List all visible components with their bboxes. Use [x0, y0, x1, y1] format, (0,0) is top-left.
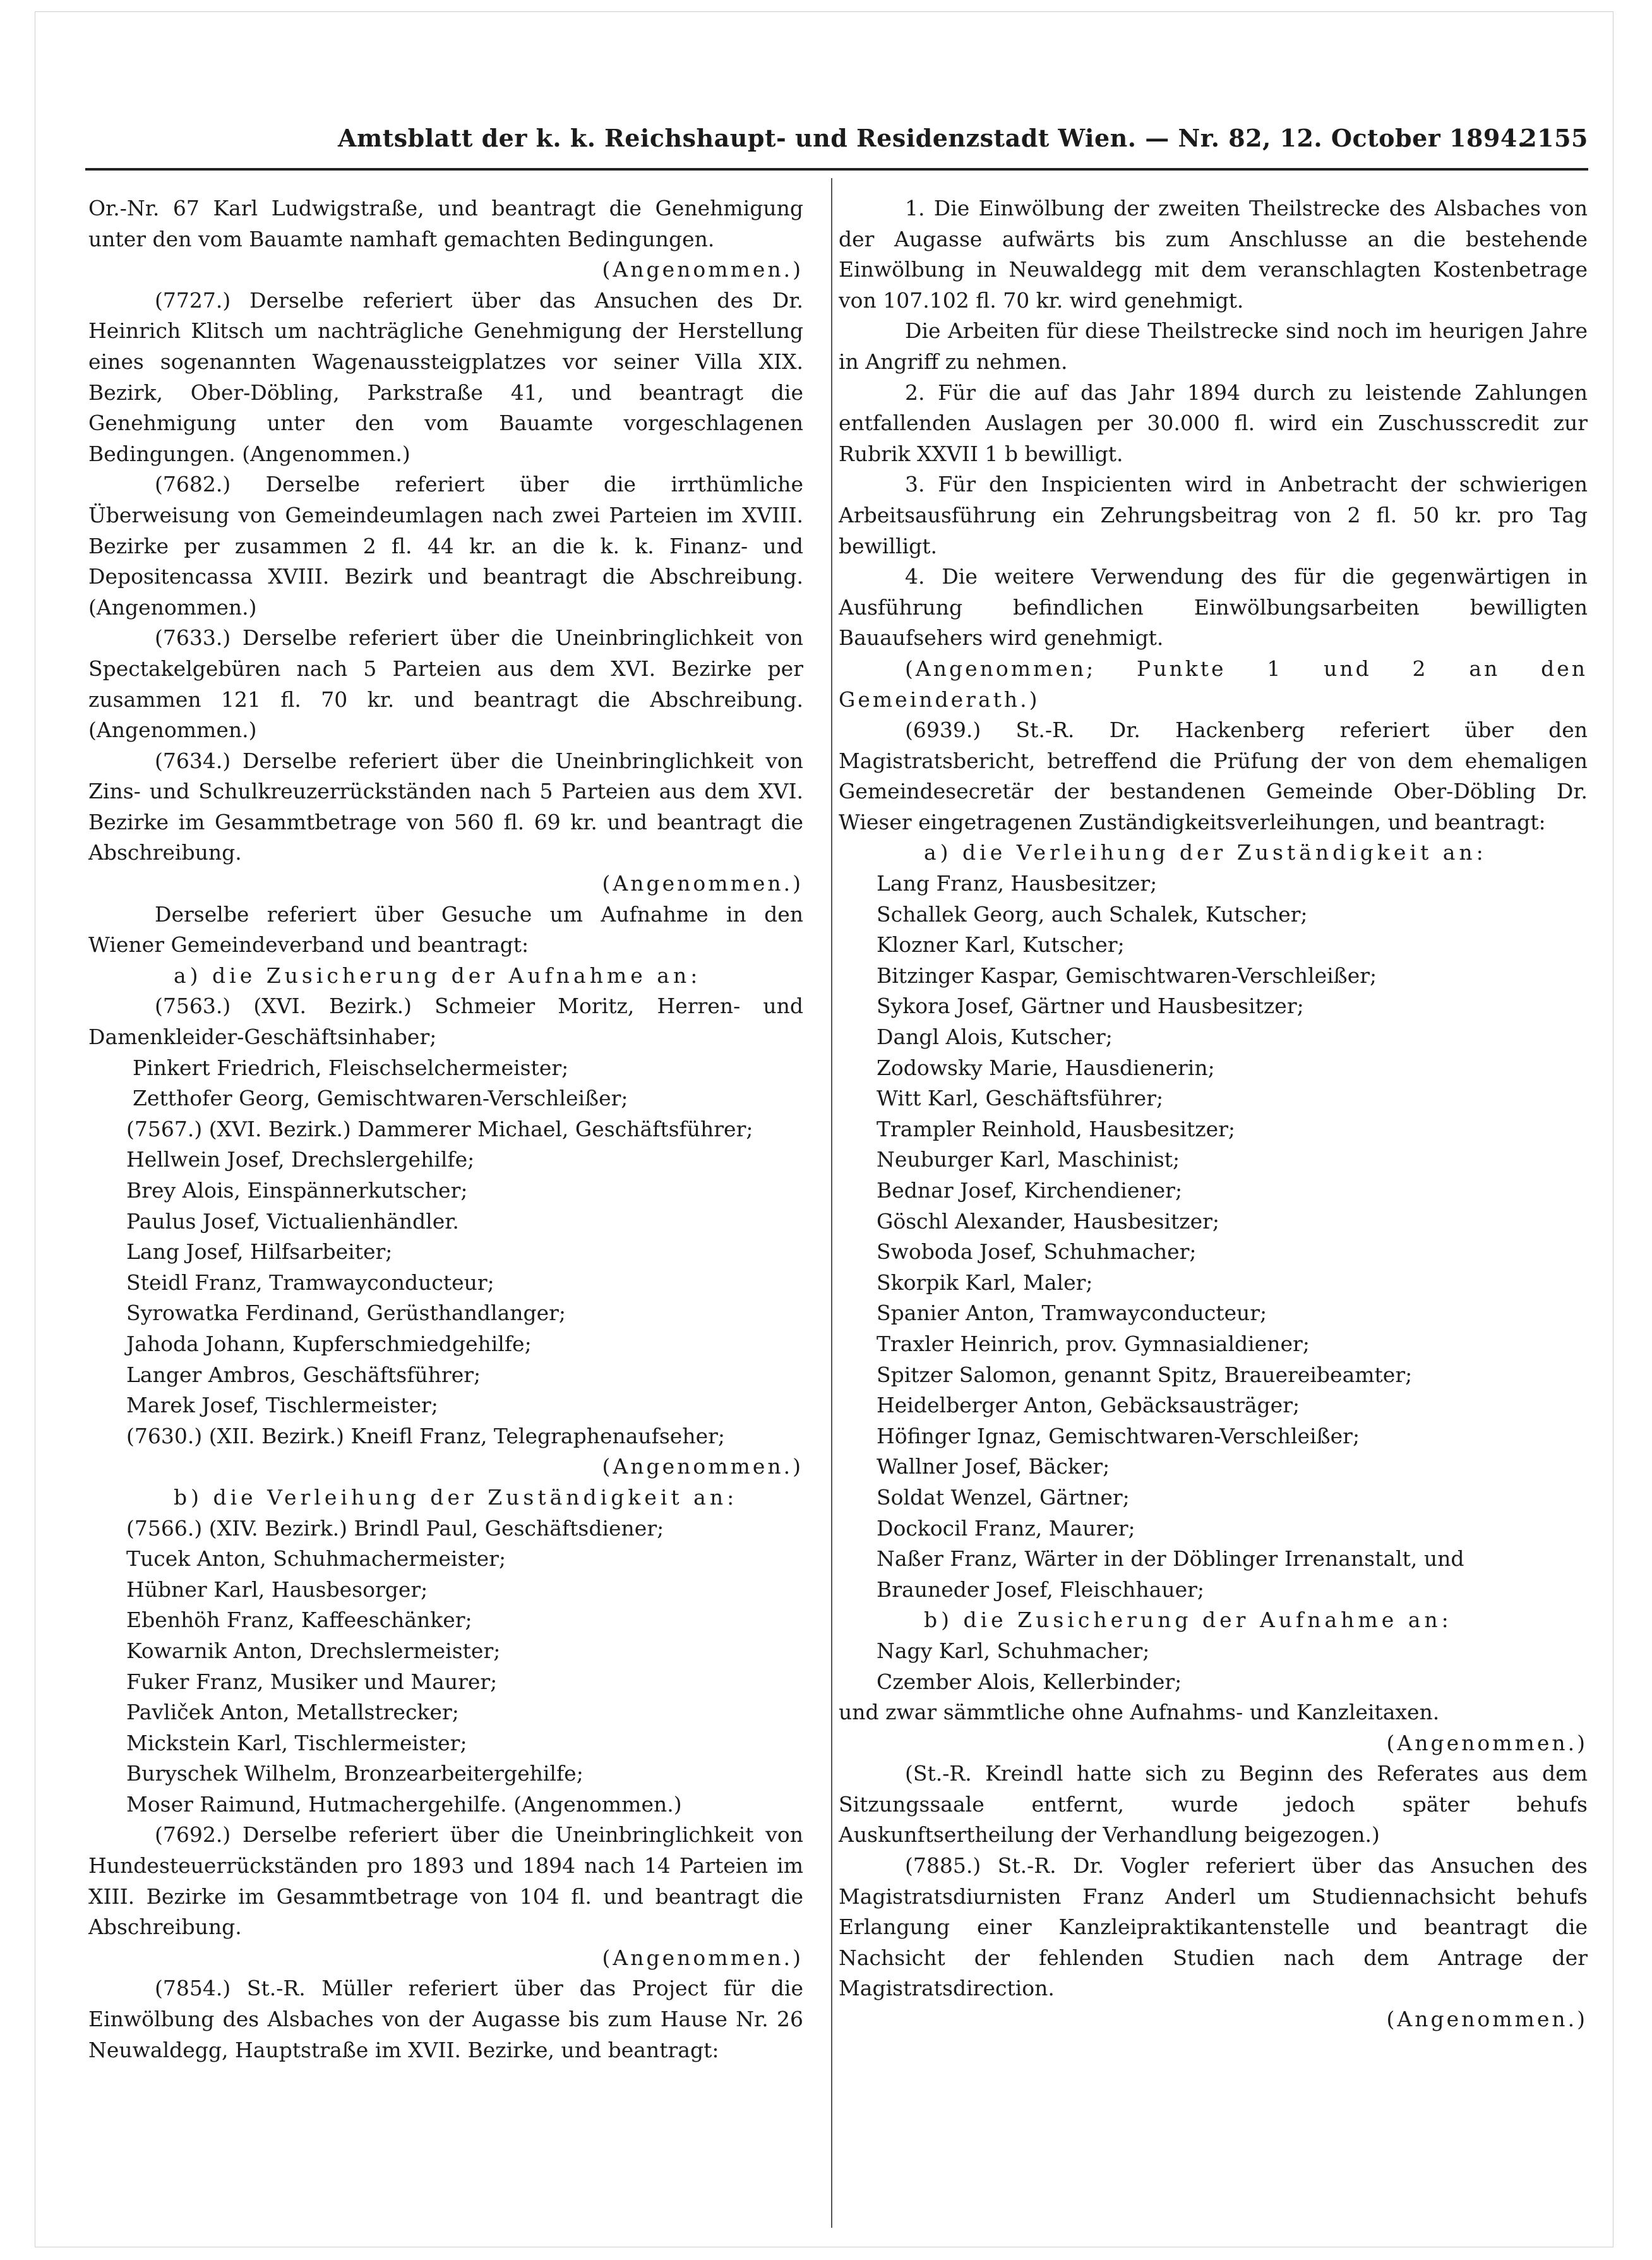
paragraph: Die Arbeiten für diese Theilstrecke sind noch im heurigen Jahre in Angriff zu nehmen. — [839, 318, 1588, 374]
list-item: Jahoda Johann, Kupferschmiedgehilfe; — [126, 1331, 532, 1356]
column-divider — [831, 178, 832, 2228]
paragraph: (7682.) Derselbe referiert über die irrthümliche Überweisung von Gemeindeumlagen nach zwei Parteien im XVIII. Bezirke per zusammen 2 fl. 44 kr. an die k. k. Finanz- und Depositencassa XVIII. Bezirk und beantragt die Abschreibung. (Angenommen.) — [88, 472, 803, 620]
list-item: Mickstein Karl, Tischlermeister; — [126, 1730, 467, 1755]
list-item: Witt Karl, Geschäftsführer; — [877, 1086, 1164, 1111]
list-item: Heidelberger Anton, Gebäcksausträger; — [877, 1393, 1300, 1418]
list-item: Paulus Josef, Victualienhändler. — [126, 1208, 459, 1234]
header-rule — [85, 168, 1588, 171]
list-item: Klozner Karl, Kutscher; — [877, 932, 1125, 958]
list-item: Göschl Alexander, Hausbesitzer; — [877, 1208, 1220, 1234]
paragraph: Derselbe referiert über Gesuche um Aufnahme in den Wiener Gemeindeverband und beantragt: — [88, 901, 803, 958]
list-item: (7563.) (XVI. Bezirk.) Schmeier Moritz, Herren- und Damenkleider-Geschäftsinhaber; — [88, 994, 803, 1050]
right-column — [839, 193, 1588, 2035]
list-item: Moser Raimund, Hutmachergehilfe. (Angenommen.) — [126, 1791, 682, 1817]
list-item: Wallner Josef, Bäcker; — [877, 1454, 1110, 1479]
list-item: Bitzinger Kaspar, Gemischtwaren-Verschleißer; — [877, 963, 1377, 988]
gazette-title: Amtsblatt der k. k. Reichshaupt- und Residenzstadt Wien. — Nr. 82, 12. October 1894. — [338, 124, 1526, 152]
paragraph: (7854.) St.-R. Müller referiert über das Project für die Einwölbung des Alsbaches von der Augasse bis zum Hause Nr. 26 Neuwaldegg, Hauptstraße im XVII. Bezirke, und beantragt: — [88, 1976, 803, 2062]
list-item: Buryschek Wilhelm, Bronzearbeitergehilfe; — [126, 1761, 584, 1786]
resolution-note: (Angenommen.) — [602, 1454, 803, 1479]
list-item: Skorpik Karl, Maler; — [877, 1270, 1093, 1295]
list-item: Hübner Karl, Hausbesorger; — [126, 1577, 428, 1602]
list-item: Langer Ambros, Geschäftsführer; — [126, 1362, 481, 1387]
list-heading: b) die Verleihung der Zuständigkeit an: — [174, 1484, 738, 1510]
list-item: Kowarnik Anton, Drechslermeister; — [126, 1638, 501, 1663]
list-item: Schallek Georg, auch Schalek, Kutscher; — [877, 901, 1308, 927]
list-item: Syrowatka Ferdinand, Gerüsthandlanger; — [126, 1301, 566, 1326]
list-item: Trampler Reinhold, Hausbesitzer; — [877, 1116, 1236, 1141]
list-item: Bednar Josef, Kirchendiener; — [877, 1178, 1183, 1203]
paragraph: und zwar sämmtliche ohne Aufnahms- und Kanzleitaxen. — [839, 1700, 1440, 1725]
paragraph: 1. Die Einwölbung der zweiten Theilstrecke des Alsbaches von der Augasse aufwärts bis zum Anschlusse an die bestehende Einwölbung in Neuwaldegg mit dem veranschlagten Kostenbetrage von 107.102 fl. 70 kr. wird genehmigt. — [839, 196, 1588, 313]
list-item: Fuker Franz, Musiker und Maurer; — [126, 1669, 498, 1694]
paragraph: 2. Für die auf das Jahr 1894 durch zu leistende Zahlungen entfallenden Auslagen per 30.000 fl. wird ein Zuschusscredit zur Rubrik XXVII 1 b bewilligt. — [839, 380, 1588, 466]
list-item: Czember Alois, Kellerbinder; — [877, 1669, 1182, 1694]
resolution-note: (Angenommen.) — [602, 257, 803, 282]
list-item: Traxler Heinrich, prov. Gymnasialdiener; — [877, 1331, 1310, 1356]
paragraph: Or.-Nr. 67 Karl Ludwigstraße, und beantragt die Genehmigung unter den vom Bauamte namhaft gemachten Bedingungen. — [88, 196, 803, 251]
list-item: Pinkert Friedrich, Fleischselchermeister; — [133, 1055, 569, 1080]
resolution-note: (Angenommen; Punkte 1 und 2 an den Gemeinderath.) — [839, 656, 1588, 712]
paragraph: 4. Die weitere Verwendung des für die gegenwärtigen in Ausführung befindlichen Einwölbungsarbeiten bewilligten Bauaufsehers wird genehmigt. — [839, 564, 1588, 651]
resolution-note: (Angenommen.) — [1386, 1730, 1588, 1755]
list-item: Lang Franz, Hausbesitzer; — [877, 871, 1158, 896]
list-item: Swoboda Josef, Schuhmacher; — [877, 1239, 1197, 1265]
page-number: 2155 — [1520, 124, 1588, 152]
list-item: Naßer Franz, Wärter in der Döblinger Irrenanstalt, und — [877, 1546, 1464, 1572]
list-item: Höfinger Ignaz, Gemischtwaren-Verschleißer; — [877, 1423, 1360, 1448]
list-item: (7567.) (XVI. Bezirk.) Dammerer Michael, Geschäftsführer; — [126, 1116, 753, 1141]
list-heading: b) die Zusicherung der Aufnahme an: — [924, 1608, 1452, 1633]
paragraph: (7634.) Derselbe referiert über die Uneinbringlichkeit von Zins- und Schulkreuzerrückständen nach 5 Parteien aus dem XVI. Bezirke im Gesammtbetrage von 560 fl. 69 kr. und beantragt die Abschreibung. — [88, 748, 803, 865]
list-item: Soldat Wenzel, Gärtner; — [877, 1484, 1130, 1510]
paragraph: (6939.) St.-R. Dr. Hackenberg referiert über den Magistratsbericht, betreffend die Prüfung der von dem ehemaligen Gemeindesecretär der bestandenen Gemeinde Ober-Döbling Dr. Wieser eingetragenen Zuständigkeitsverleihungen, und beantragt: — [839, 718, 1588, 834]
list-item: Hellwein Josef, Drechslergehilfe; — [126, 1147, 475, 1172]
list-item: Ebenhöh Franz, Kaffeeschänker; — [126, 1608, 472, 1633]
paragraph: (St.-R. Kreindl hatte sich zu Beginn des Referates aus dem Sitzungssaale entfernt, wurde jedoch später behufs Auskunftsertheilung der Verhandlung beigezogen.) — [839, 1761, 1588, 1848]
list-item: Tucek Anton, Schuhmachermeister; — [126, 1546, 506, 1572]
list-item: Lang Josef, Hilfsarbeiter; — [126, 1239, 393, 1265]
list-item: Marek Josef, Tischlermeister; — [126, 1393, 438, 1418]
list-item: Spitzer Salomon, genannt Spitz, Brauereibeamter; — [877, 1362, 1413, 1387]
list-item: Brauneder Josef, Fleischhauer; — [877, 1577, 1205, 1602]
list-heading: a) die Verleihung der Zuständigkeit an: — [924, 840, 1487, 865]
list-item: (7566.) (XIV. Bezirk.) Brindl Paul, Geschäftsdiener; — [126, 1515, 664, 1541]
list-item: Nagy Karl, Schuhmacher; — [877, 1638, 1150, 1663]
list-item: Zodowsky Marie, Hausdienerin; — [877, 1055, 1215, 1080]
list-item: Dangl Alois, Kutscher; — [877, 1025, 1113, 1050]
list-item: Spanier Anton, Tramwayconducteur; — [877, 1301, 1267, 1326]
paragraph: (7633.) Derselbe referiert über die Uneinbringlichkeit von Spectakelgebüren nach 5 Parteien aus dem XVI. Bezirke per zusammen 121 fl. 70 kr. und beantragt die Abschreibung. (Angenommen.) — [88, 625, 803, 743]
list-item: Sykora Josef, Gärtner und Hausbesitzer; — [877, 994, 1304, 1019]
paragraph: (7885.) St.-R. Dr. Vogler referiert über das Ansuchen des Magistratsdiurnisten Franz Anderl um Studiennachsicht behufs Erlangung einer Kanzleipraktikantenstelle und beantragt die Nachsicht der fehlenden Studien nach dem Antrage der Magistratsdirection. — [839, 1853, 1588, 2001]
resolution-note: (Angenommen.) — [602, 871, 803, 896]
list-heading: a) die Zusicherung der Aufnahme an: — [174, 963, 702, 988]
list-item: Steidl Franz, Tramwayconducteur; — [126, 1270, 494, 1295]
list-item: Pavliček Anton, Metallstrecker; — [126, 1700, 459, 1725]
paragraph: (7727.) Derselbe referiert über das Ansuchen des Dr. Heinrich Klitsch um nachträgliche Genehmigung der Herstellung eines sogenannten Wagenaussteigplatzes vor seiner Villa XIX. Bezirk, Ober-Döbling, Parkstraße 41, und beantragt die Genehmigung unter den vom Bauamte vorgeschlagenen Bedingungen. (Angenommen.) — [88, 287, 803, 466]
list-item: Neuburger Karl, Maschinist; — [877, 1147, 1180, 1172]
resolution-note: (Angenommen.) — [1386, 2007, 1588, 2032]
list-item: Brey Alois, Einspännerkutscher; — [126, 1178, 468, 1203]
list-item: Zetthofer Georg, Gemischtwaren-Verschleißer; — [133, 1086, 628, 1111]
left-column — [88, 193, 803, 2065]
list-item: (7630.) (XII. Bezirk.) Kneifl Franz, Telegraphenaufseher; — [126, 1423, 726, 1448]
paragraph: (7692.) Derselbe referiert über die Uneinbringlichkeit von Hundesteuerrückständen pro 1893 und 1894 nach 14 Parteien im XIII. Bezirke im Gesammtbetrage von 104 fl. und beantragt die Abschreibung. — [88, 1822, 803, 1940]
resolution-note: (Angenommen.) — [602, 1945, 803, 1970]
page-header — [338, 124, 1588, 164]
paragraph: 3. Für den Inspicienten wird in Anbetracht der schwierigen Arbeitsausführung ein Zehrungsbeitrag von 2 fl. 50 kr. pro Tag bewilligt. — [839, 472, 1588, 558]
list-item: Dockocil Franz, Maurer; — [877, 1515, 1135, 1541]
